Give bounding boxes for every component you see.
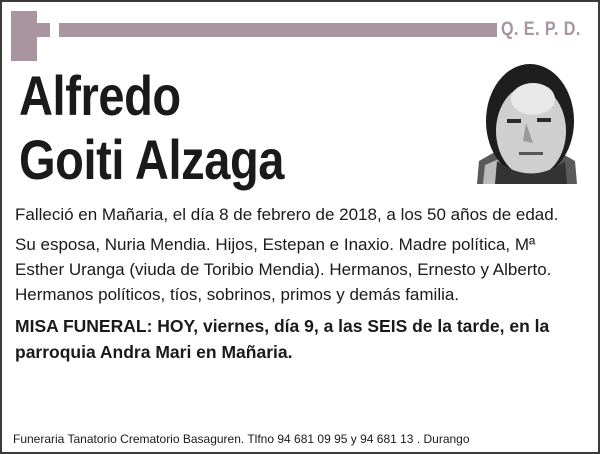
- death-notice: Falleció en Mañaria, el día 8 de febrero de 2018, a los 50 años de edad.: [15, 205, 559, 224]
- first-name: Alfredo: [19, 64, 181, 127]
- header-bar: [59, 23, 497, 37]
- funeral-home-footer: Funeraria Tanatorio Crematorio Basaguren. Tlfno 94 681 09 95 y 94 681 13 . Durango: [13, 432, 470, 446]
- family-list: Su esposa, Nuria Mendia. Hijos, Estepan e Inaxio. Madre política, Mª Esther Uranga (viuda de Toribio Mendia). Hermanos, Ernesto y Alberto. Hermanos políticos, tíos, sobrinos, primos y demás familia.: [15, 235, 552, 304]
- last-name: Goiti Alzaga: [19, 128, 285, 191]
- obituary-body: [15, 202, 585, 370]
- qepd-label: Q. E. P. D.: [501, 19, 581, 40]
- funeral-mass-info: MISA FUNERAL: HOY, viernes, día 9, a las SEIS de la tarde, en la parroquia Andra Mari en Mañaria.: [15, 316, 550, 362]
- portrait-photo: [475, 61, 579, 184]
- cross-horizontal: [11, 23, 50, 37]
